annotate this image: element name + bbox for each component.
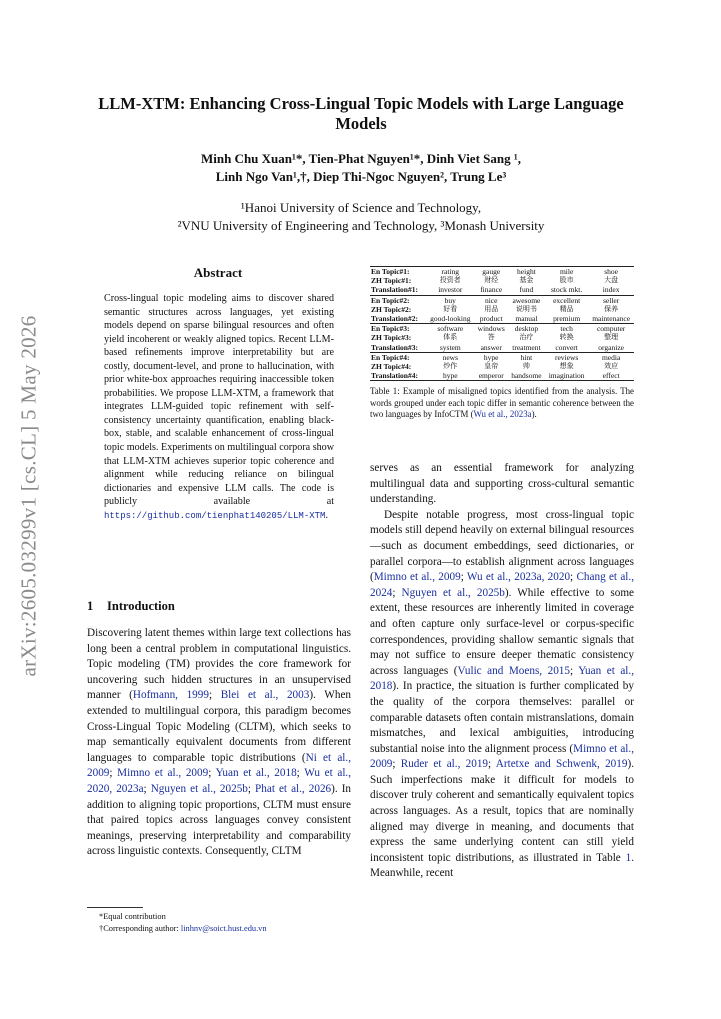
text-run: ). Such imperfections make it difficult for models to discover truly coherent and semantically equivalent topics across languages. As a result, topics that are nominally aligned may diverge in meaning, and documents that express the same underlying content can still yield inconsistent topic distributions, as illustrated in Table [370,758,634,864]
table-cell: 好看 [443,304,458,313]
table-1 [370,266,634,420]
table-cell: imagination [545,371,588,381]
table-cell: news [426,352,475,362]
table-cell: 炒作 [443,362,458,371]
table-row [370,362,634,371]
table-cell: tech [545,324,588,334]
table-cell: effect [588,371,634,381]
table-cell: 说明书 [515,304,537,313]
table-cell: maintenance [592,314,631,324]
table-cell: nice [475,295,508,305]
row-label: Translation#3: [371,342,418,352]
text-run: ). In addition to aligning topic proportions, CLTM must ensure that paired topics across languages convey consistent meanings, preserving interpretability and comparability across linguistic contexts. Consequently, CLTM [87,782,352,858]
table-cell: windows [475,324,508,334]
row-label: En Topic#1: [370,267,426,277]
row-label: En Topic#2: [370,295,426,305]
abstract-text: Cross-lingual topic modeling aims to discover shared semantic structures across languages, yet existing models depend on sparse bilingual resources and often yield incoherent or weakly aligned topics. Recent LLM-based refinements improve interpretability but are costly, document-level, and prone to hallucination, with prior white-box approaches requiring inaccessible token probabilities. We propose LLM-XTM, a framework that integrates LLM-guided topic refinement with self-consistency uncertainty quantification, enabling black-box, stable, and scalable enhancement of cross-lingual topic models. Experiments on multilingual corpora show that LLM-XTM achieves superior topic coherence and alignment while reducing reliance on bilingual dictionaries and expensive LLM calls. The code is publicly available at [104,293,334,508]
text-run: . Meanwhile, recent [370,851,634,880]
table-cell: finance [480,285,503,295]
table-cell: 想象 [559,362,574,371]
authors-line-1: Minh Chu Xuan¹*, Tien-Phat Nguyen¹*, Dinh Viet Sang ¹, [200,151,522,166]
row-label: Translation#2: [371,314,418,324]
citation-link[interactable]: Nguyen et al., 2025b [401,586,505,599]
table-cell: organize [598,342,624,352]
text-run: ; [392,758,401,771]
citation-link[interactable]: Wu et al., 2023a [473,408,532,419]
intro-paragraph-2 [370,508,634,882]
citation-link[interactable]: Yuan et al., 2018 [215,767,297,780]
table-cell: manual [515,314,538,324]
table-cell: gauge [475,267,508,277]
citation-link[interactable]: Nguyen et al., 2025b [150,782,248,795]
table-cell: index [602,285,620,295]
citation-link[interactable]: Wu et al., 2023a, 2020 [466,571,571,584]
row-label: ZH Topic#3: [371,333,412,343]
table-cell: 答 [487,333,495,342]
table-cell: buy [426,295,475,305]
table-cell: stock mkt. [551,285,583,295]
row-label: Translation#1: [371,285,418,295]
abstract-body [104,292,334,523]
table-cell: emperor [475,371,508,381]
text-run: ). While effective to some extent, these resources are inherently limited in coverage and often capture only surface-level or corpus-specific correspondences, providing shallow semantic signals that may not suffice to ensure deeper thematic consistency across languages ( [370,586,634,677]
table-row [370,324,634,334]
table-row [370,352,634,362]
table-ref-link[interactable]: 1 [625,851,632,864]
citation-link[interactable]: Blei et al., 2003 [220,689,310,702]
topic-table [370,266,634,381]
footnote-label: †Corresponding author: [99,924,181,933]
citation-link[interactable]: Artetxe and Schwenk, 2019 [495,758,628,771]
table-cell: 整理 [604,333,619,342]
table-cell: fund [519,285,534,295]
citation-link[interactable]: Hofmann, 1999 [132,689,209,702]
table-cell: height [508,267,545,277]
code-link[interactable]: https://github.com/tienphat140205/LLM-XTM [104,510,326,521]
citation-link[interactable]: Yuan et al., 2018 [370,664,634,693]
table-cell: hype [426,371,475,381]
table-cell: 基金 [519,276,534,285]
arxiv-id-label: arXiv:2605.03299v1 [cs.CL] 5 May 2026 [16,315,41,677]
section-heading-introduction [87,599,175,614]
table-cell: investor [438,285,463,295]
row-label: En Topic#3: [370,324,426,334]
citation-link[interactable]: Ruder et al., 2019 [400,758,489,771]
table-row [370,333,634,342]
text-run: ; [247,782,256,795]
abstract-end: . [325,509,328,521]
table-cell: shoe [588,267,634,277]
table-cell: 精品 [559,304,574,313]
text-run: ; [208,689,221,702]
affiliation-line-2: ²VNU University of Engineering and Technology, ³Monash University [177,218,545,233]
table-cell: treatment [512,342,541,352]
row-label: ZH Topic#2: [371,304,412,314]
text-run: Despite notable progress, most cross-lingual topic models still depend heavily on external bilingual resources—such as document embeddings, seed dictionaries, or parallel corpora—to establish alignment across languages ( [370,508,634,584]
row-label: ZH Topic#1: [371,276,412,286]
table-cell: product [479,314,503,324]
table-cell: 治疗 [519,333,534,342]
citation-link[interactable]: Vulic and Moens, 2015 [457,664,570,677]
table-cell: handsome [508,371,545,381]
citation-link[interactable]: Mimno et al., 2009 [117,767,209,780]
table-cell: 效应 [604,362,619,371]
table-row [370,276,634,285]
table-cell: 转换 [559,333,574,342]
table-cell: computer [588,324,634,334]
author-list [80,150,642,186]
intro-left-column [87,626,351,860]
caption-text: Table 1: Example of misaligned topics identified from the analysis. The words grouped under each topic differ in semantic coherence between the two languages by InfoCTM ( [370,386,634,419]
text-run: ; [488,758,496,771]
table-cell: mile [545,267,588,277]
text-run: ; [392,586,402,599]
affiliations [80,199,642,235]
text-run: ; [570,664,579,677]
table-cell: reviews [545,352,588,362]
table-cell: premium [553,314,581,324]
table-cell: desktop [508,324,545,334]
table-cell: software [426,324,475,334]
row-label: Translation#4: [370,371,426,381]
table-cell: excellent [545,295,588,305]
intro-right-column [370,461,634,882]
text-run: ). When extended to multilingual corpora, this paradigm becomes Cross-Lingual Topic Modeling (CLTM), which seeks to map semantically equivalent documents from different languages to comparable topic distributions ( [87,689,351,764]
arxiv-sidebar [12,296,46,696]
table-row [370,267,634,277]
paper-title: LLM-XTM: Enhancing Cross-Lingual Topic Models with Large Language Models [98,94,624,133]
text-run: Discovering latent themes within large text collections has long been a central problem in computational linguistics. Topic modeling (TM) provides the core framework for uncovering such hidden structures in an unsupervised manner ( [87,627,351,702]
table-cell: 股市 [559,276,574,285]
table-cell: convert [555,342,578,352]
table-cell: 用品 [484,304,499,313]
table-cell: 体系 [443,333,458,342]
table-cell: seller [588,295,634,305]
table-cell: 财经 [484,276,499,285]
table-row [370,305,634,314]
email-link[interactable]: linhnv@soict.hust.edu.vn [180,924,267,933]
table-caption [370,386,634,420]
table-row [370,314,634,324]
text-run: ; [296,767,305,780]
table-row [370,285,634,295]
authors-line-2: Linh Ngo Van¹,†, Diep Thi-Ngoc Nguyen², Trung Le³ [215,169,507,184]
text-run: ; [460,571,467,584]
table-cell: hint [508,352,545,362]
intro-paragraph-continued: serves as an essential framework for analyzing multilingual data and supporting cross-cultural semantic understanding. [370,462,634,506]
table-cell: 帅 [522,362,530,371]
table-row [370,343,634,353]
row-label: En Topic#4: [370,352,426,362]
citation-link[interactable]: Ni et al., 2009 [87,751,352,780]
intro-paragraph-1 [87,626,351,860]
affiliation-line-1: ¹Hanoi University of Science and Technology, [240,200,482,215]
table-cell: 投资者 [439,276,461,285]
table-cell: rating [426,267,475,277]
abstract-heading: Abstract [193,265,243,280]
table-cell: system [439,342,461,352]
caption-text: ). [531,408,537,419]
citation-link[interactable]: Chang et al., 2024 [370,571,634,599]
citation-link[interactable]: Phat et al., 2026 [255,782,332,795]
footnote-rule [87,907,143,908]
citation-link[interactable]: Mimno et al., 2009 [373,571,461,584]
footnotes [87,907,351,935]
footnote-corresponding-author [87,923,351,935]
text-run: ; [109,767,118,780]
table-cell: media [588,352,634,362]
section-number: 1 [87,599,94,613]
table-cell: awesome [508,295,545,305]
table-row [370,295,634,305]
text-run: ; [208,767,216,780]
text-run: ; [143,782,151,795]
table-row [370,371,634,381]
table-cell: hype [475,352,508,362]
row-label: ZH Topic#4: [371,362,412,372]
table-cell: 保养 [604,304,619,313]
citation-link[interactable]: Mimno et al., 2009 [370,742,634,771]
table-cell: 皇帝 [484,362,499,371]
text-run: ). In practice, the situation is further complicated by the quality of the corpora themselves: parallel or comparable datasets often contain mistranslations, domain mismatches, and lexical ambiguities, introducing substantial noise into the alignment process ( [370,680,634,755]
table-cell: 大盘 [604,276,619,285]
section-title: Introduction [107,599,175,613]
footnote-equal-contribution: *Equal contribution [99,912,166,921]
text-run: ; [570,571,577,584]
table-cell: good-looking [430,314,471,324]
citation-link[interactable]: Wu et al., 2020, 2023a [87,767,352,795]
table-cell: answer [480,342,502,352]
